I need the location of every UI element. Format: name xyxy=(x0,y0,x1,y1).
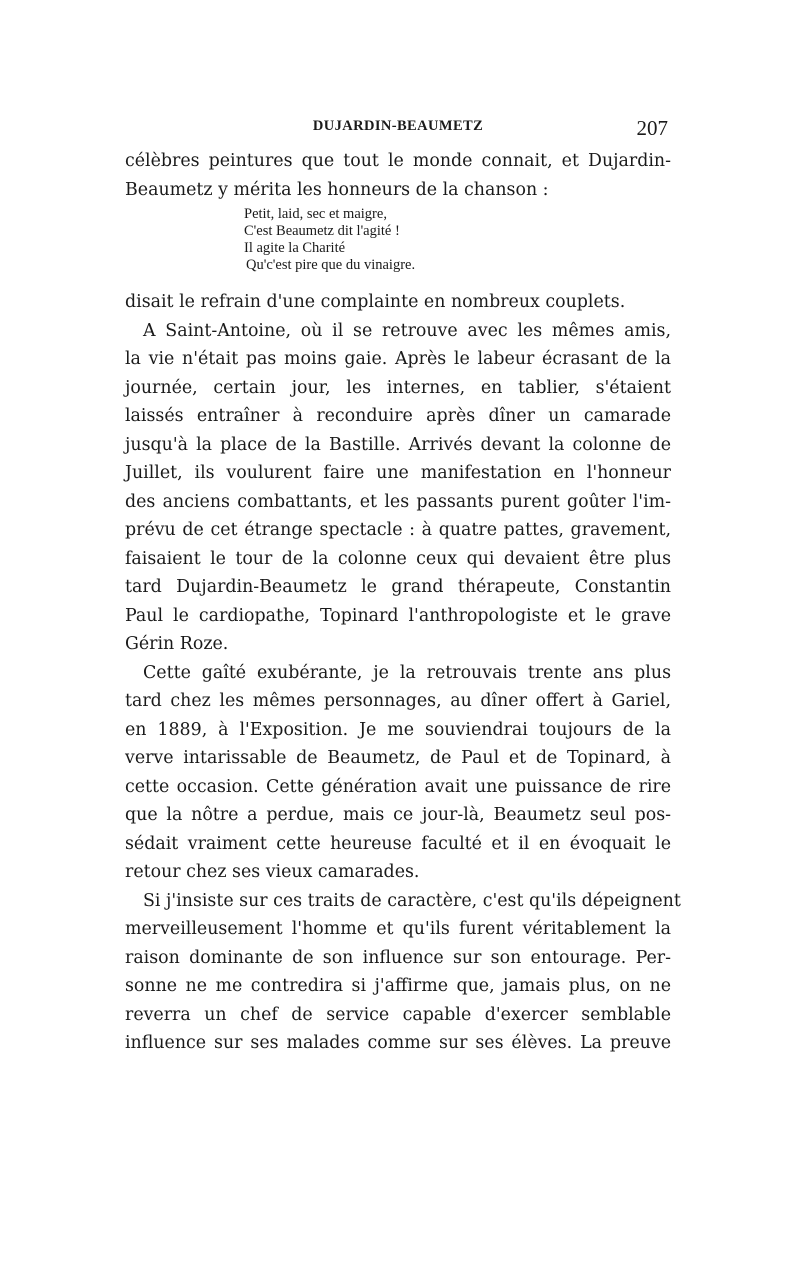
text-line: cette occasion. Cette génération avait une puissance de rire xyxy=(125,776,671,797)
text-line: la vie n'était pas moins gaie. Après le labeur écrasant de la xyxy=(125,349,671,369)
text-line: Gérin Roze. xyxy=(125,634,229,654)
text-line: que la nôtre a perdue, mais ce jour-là, Beaumetz seul pos- xyxy=(125,805,671,825)
text-line: Juillet, ils voulurent faire une manifestation en l'honneur xyxy=(125,463,671,483)
text-line: A Saint-Antoine, où il se retrouve avec les mêmes amis, xyxy=(143,320,671,341)
text-line: retour chez ses vieux camarades. xyxy=(125,862,420,882)
text-line: verve intarissable de Beaumetz, de Paul et de Topinard, à xyxy=(125,748,671,768)
text-line: laissés entraîner à reconduire après dîner un camarade xyxy=(125,406,671,426)
running-header xyxy=(128,116,668,140)
text-line: reverra un chef de service capable d'exercer semblable xyxy=(125,1004,671,1025)
text-line: sonne ne me contredira si j'affirme que, jamais plus, on ne xyxy=(125,976,671,996)
verse-line: C'est Beaumetz dit l'agité ! xyxy=(244,223,400,239)
text-line: Cette gaîté exubérante, je la retrouvais trente ans plus xyxy=(143,662,671,683)
text-line: tard chez les mêmes personnages, au dîner offert à Gariel, xyxy=(125,691,671,711)
verse-line: Il agite la Charité xyxy=(244,240,346,256)
text-line: Paul le cardiopathe, Topinard l'anthropologiste et le grave xyxy=(125,605,671,626)
text-line: tard Dujardin-Beaumetz le grand thérapeute, Constantin xyxy=(125,577,671,597)
text-line: faisaient le tour de la colonne ceux qui devaient être plus xyxy=(125,548,671,569)
text-line: des anciens combattants, et les passants purent goûter l'im- xyxy=(125,491,671,512)
running-title: DUJARDIN-BEAUMETZ xyxy=(312,118,484,134)
text-line: prévu de cet étrange spectacle : à quatre pattes, gravement, xyxy=(125,520,671,540)
text-line: raison dominante de son influence sur son entourage. Per- xyxy=(125,947,671,968)
text-line: Beaumetz y mérita les honneurs de la chanson : xyxy=(125,179,549,200)
song-verse xyxy=(244,206,415,274)
text-line: sédait vraiment cette heureuse faculté et il en évoquait le xyxy=(125,833,671,854)
text-line: journée, certain jour, les internes, en tablier, s'étaient xyxy=(125,377,671,398)
page-number: 207 xyxy=(636,116,668,140)
intro-paragraph xyxy=(125,147,671,204)
body-text xyxy=(125,288,681,1058)
text-line: jusqu'à la place de la Bastille. Arrivés devant la colonne de xyxy=(125,434,671,455)
text-line: merveilleusement l'homme et qu'ils furent véritablement la xyxy=(125,919,671,939)
verse-line: Petit, laid, sec et maigre, xyxy=(244,206,387,222)
text-line: influence sur ses malades comme sur ses élèves. La preuve xyxy=(125,1033,671,1053)
text-line: Si j'insiste sur ces traits de caractère, c'est qu'ils dépeignent xyxy=(143,890,681,911)
text-line: disait le refrain d'une complainte en nombreux couplets. xyxy=(125,292,626,312)
verse-line: Qu'c'est pire que du vinaigre. xyxy=(246,257,416,273)
text-line: célèbres peintures que tout le monde connait, et Dujardin- xyxy=(125,151,671,171)
text-line: en 1889, à l'Exposition. Je me souviendrai toujours de la xyxy=(125,719,671,740)
